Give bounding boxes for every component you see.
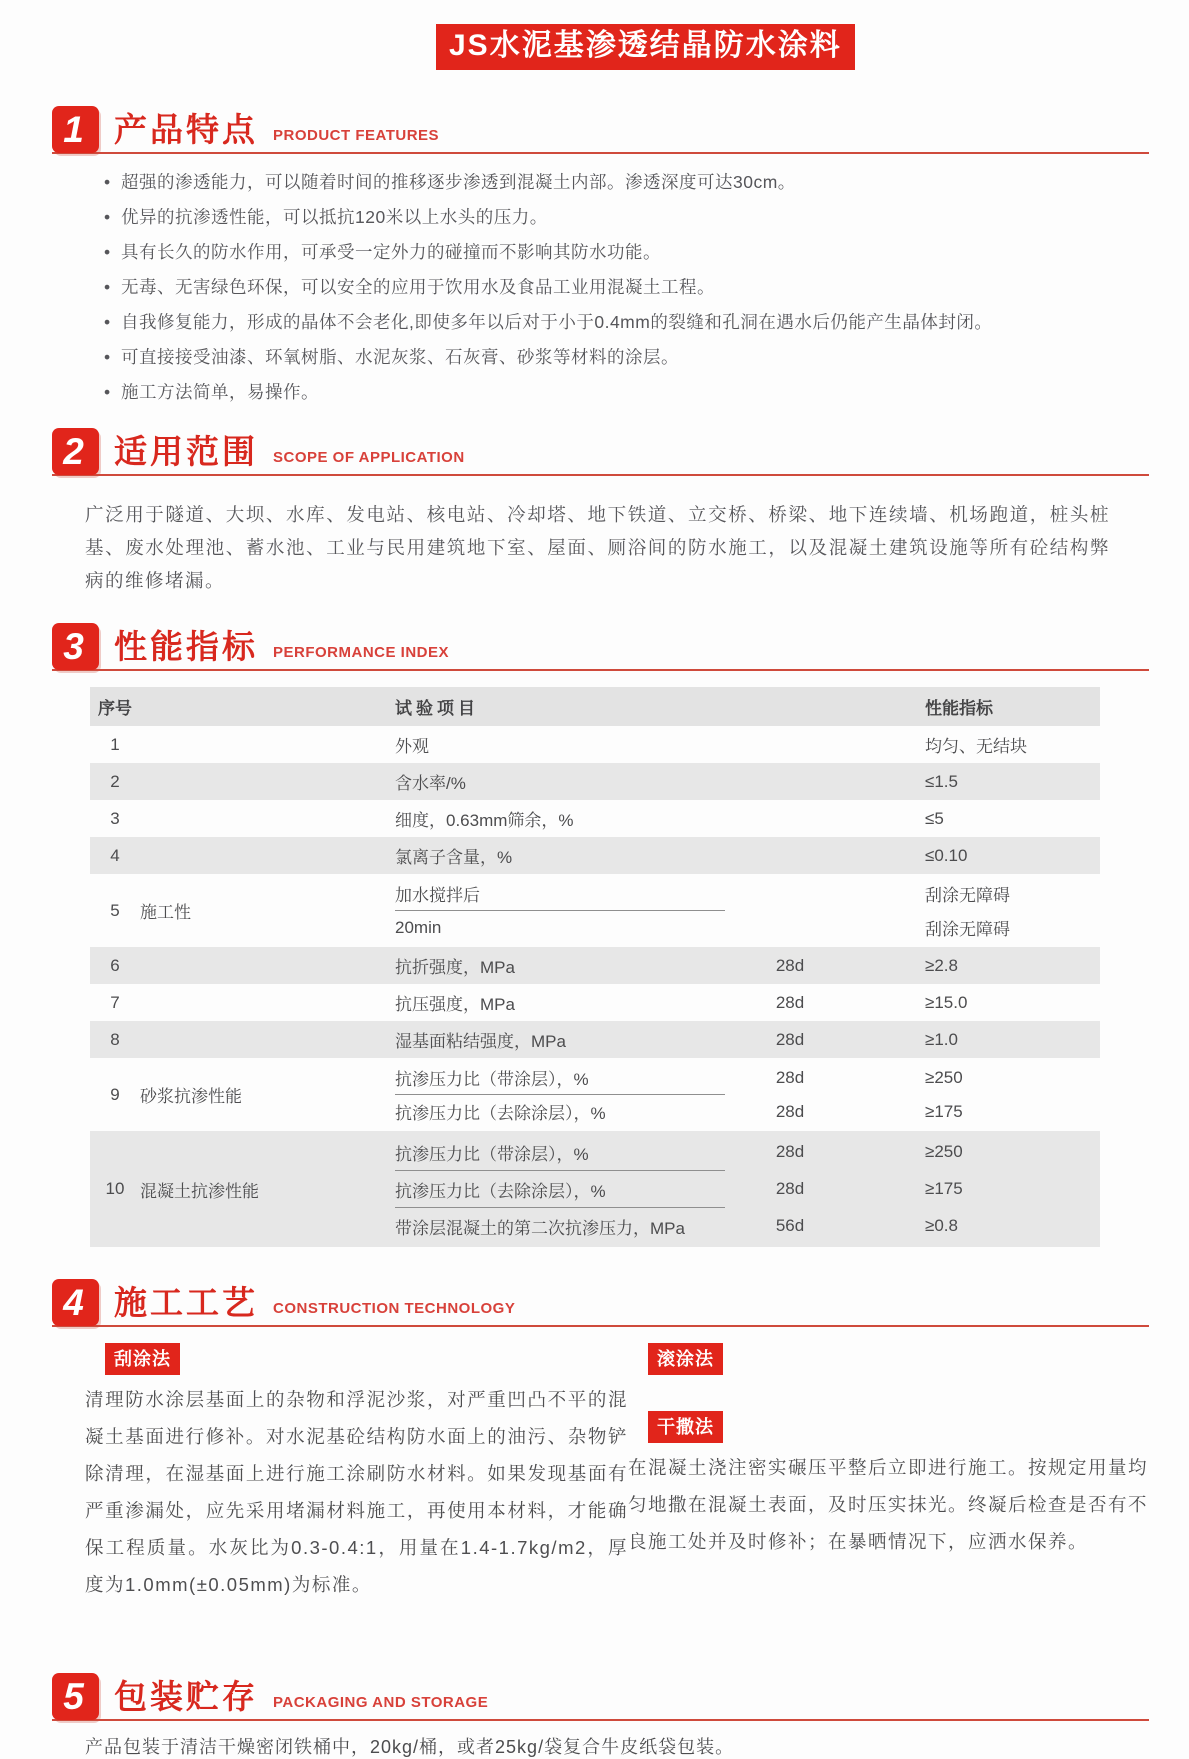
table-subrow <box>365 1171 1110 1207</box>
cell-subtable <box>365 1061 1110 1128</box>
method-block <box>628 1411 1148 1560</box>
cell-index-value: ≤5 <box>925 808 944 828</box>
feature-item: • 具有长久的防水作用，可承受一定外力的碰撞而不影响其防水功能。 <box>104 241 1149 263</box>
section-number: 2 <box>52 428 99 475</box>
cell-subtable <box>365 985 1110 1021</box>
cell-test-item: 带涂层混凝土的第二次抗渗压力，MPa <box>395 1218 685 1238</box>
table-subrow <box>365 1208 1110 1244</box>
cell-subtable <box>365 1022 1110 1058</box>
table-row <box>90 763 1100 800</box>
table-row <box>90 1058 1100 1131</box>
feature-list <box>104 171 1149 403</box>
table-row <box>90 837 1100 874</box>
cell-no: 8 <box>110 1029 120 1049</box>
cell-index-value: ≤0.10 <box>925 845 968 865</box>
cell-no: 6 <box>110 955 120 975</box>
section-number: 3 <box>52 623 99 670</box>
method-text: 在混凝土浇注密实碾压平整后立即进行施工。按规定用量均匀地撒在混凝土表面，及时压实抹光。终凝后检查是否有不良施工处并及时修补；在暴晒情况下，应洒水保养。 <box>628 1457 1149 1552</box>
cell-index-value: ≥0.8 <box>925 1216 958 1235</box>
method-block <box>628 1343 1148 1381</box>
cell-index-value: 刮涂无障碍 <box>925 920 1010 939</box>
table-row <box>90 1131 1100 1247</box>
section-header-packaging <box>52 1673 1149 1721</box>
cell-age: 28d <box>775 1101 805 1121</box>
section-header-construction <box>52 1279 1149 1327</box>
header-index: 性能指标 <box>925 699 993 718</box>
cell-test-item: 抗渗压力比（去除涂层），% <box>395 1104 606 1123</box>
cell-subtable <box>365 1134 1110 1244</box>
table-subrow <box>365 1061 1110 1094</box>
cell-index-value: ≥250 <box>925 1142 963 1161</box>
cell-index-value: ≥2.8 <box>925 955 958 975</box>
cell-index-value: ≥175 <box>925 1179 963 1198</box>
section-subtitle: PACKAGING AND STORAGE <box>273 1694 489 1711</box>
cell-no: 5 <box>110 900 120 920</box>
cell-no: 1 <box>110 734 120 754</box>
section-subtitle: CONSTRUCTION TECHNOLOGY <box>273 1300 516 1317</box>
construction-methods <box>85 1343 1149 1633</box>
header-test-item: 试验项目 <box>395 699 479 718</box>
title-banner-row <box>0 0 1189 70</box>
method-badge: 刮涂法 <box>105 1343 180 1375</box>
table-subrow <box>365 877 1110 910</box>
table-row <box>90 726 1100 763</box>
section-number: 1 <box>52 106 99 153</box>
section-header-performance <box>52 623 1149 671</box>
section-header-scope <box>52 428 1149 476</box>
cell-index-value: 刮涂无障碍 <box>925 886 1010 905</box>
cell-index-value: ≥1.0 <box>925 1029 958 1049</box>
cell-index-value: ≥15.0 <box>925 992 968 1012</box>
cell-no: 4 <box>110 845 120 865</box>
section-title: 产品特点 <box>114 111 258 148</box>
cell-age: 28d <box>775 1067 805 1087</box>
table-subrow <box>365 801 1110 837</box>
table-row <box>90 984 1100 1021</box>
table-body <box>90 726 1100 1247</box>
cell-age: 28d <box>775 1142 805 1161</box>
section-header-product-features <box>52 106 1149 154</box>
cell-no: 7 <box>110 992 120 1012</box>
cell-category: 砂浆抗渗性能 <box>140 1087 242 1106</box>
feature-item: • 施工方法简单，易操作。 <box>104 381 1149 403</box>
cell-test-item: 抗压强度，MPa <box>395 995 515 1014</box>
methods-column-left <box>85 1343 628 1633</box>
cell-test-item: 湿基面粘结强度，MPa <box>395 1032 566 1051</box>
method-badge: 滚涂法 <box>648 1343 723 1375</box>
table-row <box>90 874 1100 947</box>
cell-index-value: 均匀、无结块 <box>925 737 1027 756</box>
cell-test-item: 抗渗压力比（带涂层），% <box>395 1070 589 1089</box>
section-title: 包装贮存 <box>114 1678 258 1715</box>
cell-age: 28d <box>775 955 805 975</box>
performance-table <box>90 687 1100 1247</box>
table-subrow <box>365 1022 1110 1058</box>
methods-column-right <box>628 1343 1148 1633</box>
table-subrow <box>365 1095 1110 1128</box>
section-title: 适用范围 <box>114 433 258 470</box>
section-subtitle: PERFORMANCE INDEX <box>273 644 450 661</box>
cell-subtable <box>365 727 1110 763</box>
table-row <box>90 800 1100 837</box>
method-block <box>85 1343 628 1603</box>
method-text: 清理防水涂层基面上的杂物和浮泥沙浆，对严重凹凸不平的混凝土基面进行修补。对水泥基砼结构防水面上的油污、杂物铲除清理，在湿基面上进行施工涂刷防水材料。如果发现基面有严重渗漏处，应先采用堵漏材料施工，再使用本材料，才能确保工程质量。水灰比为0.3-0.4:1，用量在1.4-1.7kg/m2，厚度为1.0mm(±0.05mm)为标准。 <box>85 1389 628 1595</box>
feature-item: • 优异的抗渗透性能，可以抵抗120米以上水头的压力。 <box>104 206 1149 228</box>
cell-test-item: 外观 <box>395 737 429 756</box>
table-subrow <box>365 1134 1110 1170</box>
cell-no: 2 <box>110 771 120 791</box>
method-badge: 干撒法 <box>648 1411 723 1443</box>
section-title: 性能指标 <box>114 628 258 665</box>
cell-age: 56d <box>775 1216 805 1235</box>
cell-index-value: ≤1.5 <box>925 771 958 791</box>
cell-subtable <box>365 801 1110 837</box>
cell-test-item: 20min <box>395 917 442 937</box>
table-subrow <box>365 764 1110 800</box>
cell-no: 10 <box>105 1179 125 1198</box>
cell-index-value: ≥175 <box>925 1101 963 1121</box>
cell-age: 28d <box>775 992 805 1012</box>
cell-subtable <box>365 877 1110 944</box>
cell-age: 28d <box>775 1029 805 1049</box>
table-subrow <box>365 727 1110 763</box>
table-header-row <box>90 687 1100 726</box>
cell-test-item: 抗折强度，MPa <box>395 958 515 977</box>
cell-test-item: 含水率/% <box>395 774 466 793</box>
cell-index-value: ≥250 <box>925 1067 963 1087</box>
cell-subtable <box>365 948 1110 984</box>
section-subtitle: SCOPE OF APPLICATION <box>273 449 465 466</box>
section-number: 4 <box>52 1279 99 1326</box>
table-subrow <box>365 911 1110 944</box>
feature-item: • 超强的渗透能力，可以随着时间的推移逐步渗透到混凝土内部。渗透深度可达30cm。 <box>104 171 1149 193</box>
table-subrow <box>365 838 1110 874</box>
section-number: 5 <box>52 1673 99 1720</box>
section-subtitle: PRODUCT FEATURES <box>273 127 440 144</box>
cell-age: 28d <box>775 1179 805 1198</box>
cell-category: 混凝土抗渗性能 <box>140 1181 259 1201</box>
product-title-banner: JS水泥基渗透结晶防水涂料 <box>436 24 855 70</box>
page-content <box>0 106 1189 1759</box>
cell-test-item: 抗渗压力比（去除涂层），% <box>395 1181 606 1201</box>
packaging-text: 产品包装于清洁干燥密闭铁桶中，20kg/桶，或者25kg/袋复合牛皮纸袋包装。 <box>85 1737 735 1757</box>
cell-test-item: 细度，0.63mm筛余，% <box>395 811 574 830</box>
feature-item: • 无毒、无害绿色环保，可以安全的应用于饮用水及食品工业用混凝土工程。 <box>104 276 1149 298</box>
cell-test-item: 氯离子含量，% <box>395 848 513 867</box>
cell-no: 3 <box>110 808 120 828</box>
table-row <box>90 947 1100 984</box>
cell-subtable <box>365 764 1110 800</box>
cell-subtable <box>365 838 1110 874</box>
cell-test-item: 抗渗压力比（带涂层），% <box>395 1144 589 1164</box>
table-subrow <box>365 985 1110 1021</box>
feature-item: • 自我修复能力，形成的晶体不会老化,即使多年以后对于小于0.4mm的裂缝和孔洞在遇水后仍能产生晶体封闭。 <box>104 311 1149 333</box>
cell-category: 施工性 <box>140 903 191 922</box>
cell-no: 9 <box>110 1084 120 1104</box>
feature-item: • 可直接接受油漆、环氧树脂、水泥灰浆、石灰膏、砂浆等材料的涂层。 <box>104 346 1149 368</box>
cell-test-item: 加水搅拌后 <box>395 886 480 905</box>
scope-text: 广泛用于隧道、大坝、水库、发电站、核电站、冷却塔、地下铁道、立交桥、桥梁、地下连续墙、机场跑道，桩头桩基、废水处理池、蓄水池、工业与民用建筑地下室、屋面、厕浴间的防水施工，以及混凝土建筑设施等所有砼结构弊病的维修堵漏。 <box>85 504 1110 591</box>
table-subrow <box>365 948 1110 984</box>
table-row <box>90 1021 1100 1058</box>
section-title: 施工工艺 <box>114 1284 258 1321</box>
header-no: 序号 <box>98 699 132 718</box>
